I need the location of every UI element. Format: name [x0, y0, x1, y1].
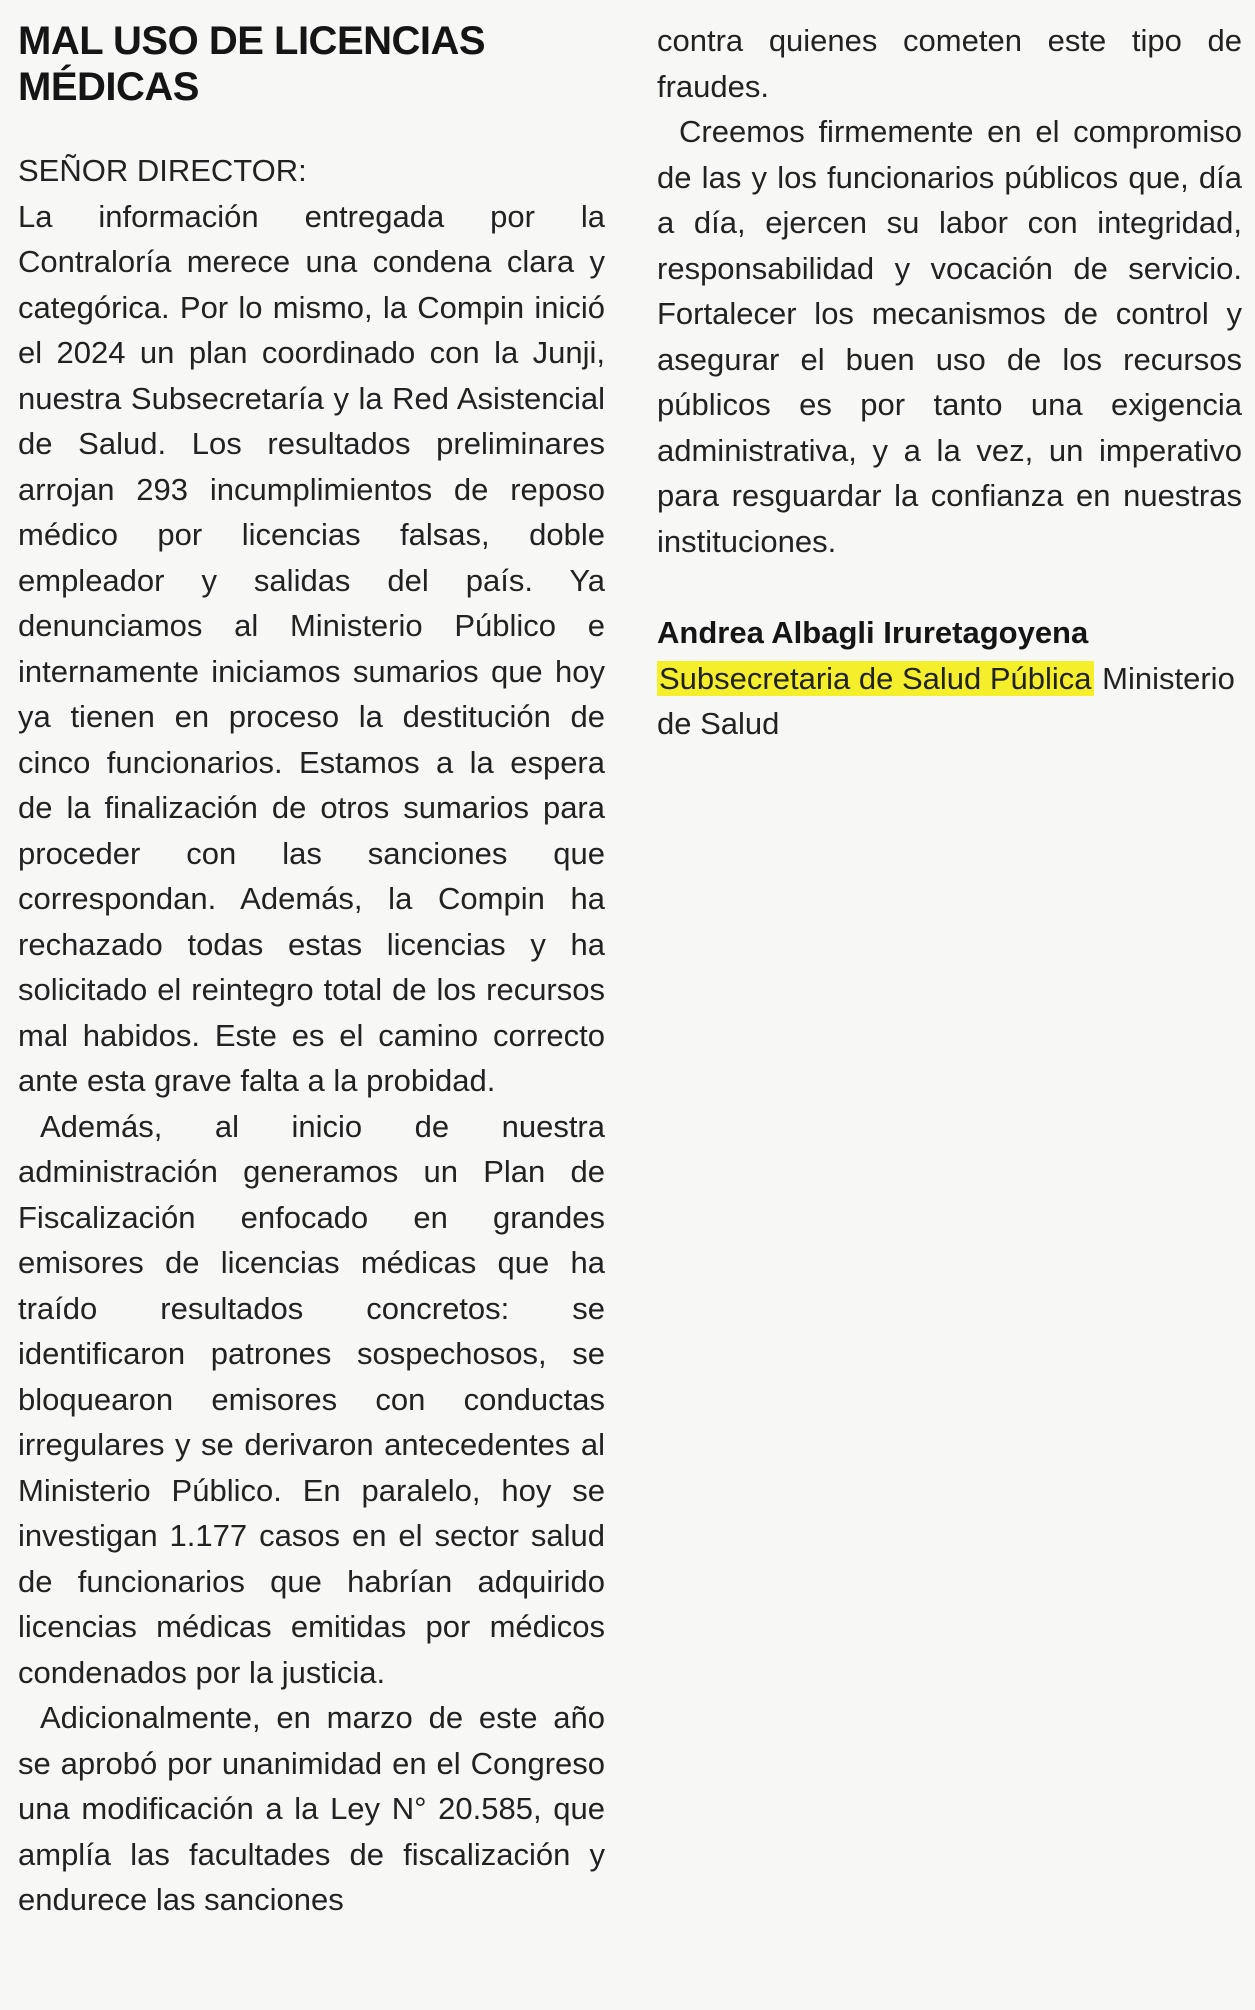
right-column	[657, 18, 1242, 747]
left-column	[18, 18, 605, 1923]
signature-institution: Ministerio de Salud	[657, 660, 1235, 741]
signature-role	[657, 656, 1242, 747]
salutation: SEÑOR DIRECTOR:	[18, 153, 307, 188]
paragraph-1: La información entregada por la Contraloría merece una condena clara y categórica. Por lo mismo, la Compin inició el 2024 un plan coordinado con la Junji, nuestra Subsecretaría y la Red Asistencial de Salud. Los resultados preliminares arrojan 293 incumplimientos de reposo médico por licencias falsas, doble empleador y salidas del país. Ya denunciamos al Ministerio Público e internamente iniciamos sumarios que hoy ya tienen en proceso la destitución de cinco funcionarios. Estamos a la espera de la finalización de otros sumarios para proceder con las sanciones que correspondan. Además, la Compin ha rechazado todas estas licencias y ha solicitado el reintegro total de los recursos mal habidos. Este es el camino correcto ante esta grave falta a la probidad.	[18, 198, 605, 1098]
highlighted-role: Subsecretaria de Salud Pública	[659, 660, 1092, 696]
signature-name: Andrea Albagli Iruretagoyena	[657, 615, 1089, 650]
paragraph-3-continued: contra quienes cometen este tipo de fraudes.	[657, 23, 1242, 104]
paragraph-2: Además, al inicio de nuestra administración generamos un Plan de Fiscalización enfocado en grandes emisores de licencias médicas que ha traído resultados concretos: se identificaron patrones sospechosos, se bloquearon emisores con conductas irregulares y se derivaron antecedentes al Ministerio Público. En paralelo, hoy se investigan 1.177 casos en el sector salud de funcionarios que habrían adquirido licencias médicas emitidas por médicos condenados por la justicia.	[18, 1108, 605, 1690]
article-title: MAL USO DE LICENCIAS MÉDICAS	[18, 19, 486, 109]
paragraph-4: Creemos firmemente en el compromiso de las y los funcionarios públicos que, día a día, ejercen su labor con integridad, responsabilidad y vocación de servicio. Fortalecer los mecanismos de control y asegurar el buen uso de los recursos públicos es por tanto una exigencia administrativa, y a la vez, un imperativo para resguardar la confianza en nuestras instituciones.	[657, 114, 1242, 559]
paragraph-3: Adicionalmente, en marzo de este año se aprobó por unanimidad en el Congreso una modificación a la Ley N° 20.585, que amplía las facultades de fiscalización y endurece las sanciones	[18, 1700, 605, 1917]
signature-block	[657, 610, 1242, 747]
